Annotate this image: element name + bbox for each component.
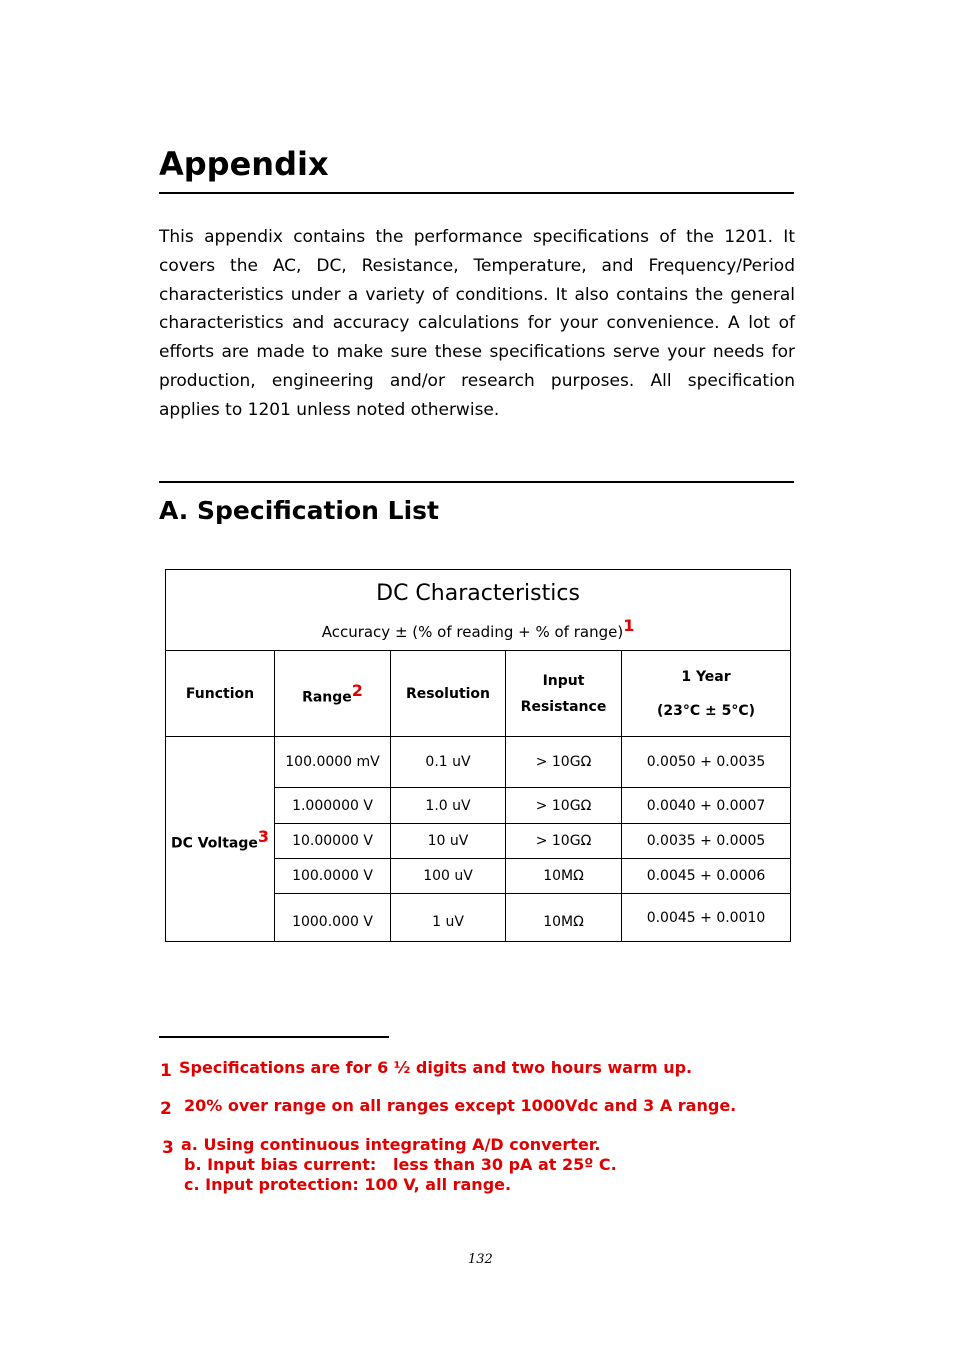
footnote-3-number: 3 — [162, 1138, 174, 1158]
range-cell: 1000.000 V — [275, 894, 391, 942]
table-subtitle — [166, 616, 790, 641]
section-title: A. Specification List — [159, 496, 440, 525]
footnote-3c-text: c. Input protection: 100 V, all range. — [184, 1175, 512, 1194]
page-title: Appendix — [159, 145, 329, 183]
accuracy-cell: 0.0045 + 0.0006 — [622, 859, 791, 894]
page-number: 132 — [468, 1252, 493, 1267]
footnote-1-text: Specifications are for 6 ½ digits and two hours warm up. — [179, 1058, 693, 1077]
table-caption-row — [166, 570, 791, 651]
intro-paragraph: This appendix contains the performance specifications of the 1201. It covers the AC, DC, Resistance, Temperature, and Frequency/Period characteristics under a variety of conditions. It also contains the general characteristics and accuracy calculations for your convenience. A lot of efforts are made to make sure these specifications serve your needs for production, engineering and/or research purposes. All specification applies to 1201 unless noted otherwise. — [159, 227, 795, 420]
footnote-3a-text: a. Using continuous integrating A/D converter. — [181, 1135, 601, 1154]
footnote-1-number: 1 — [160, 1061, 172, 1081]
resolution-cell: 10 uV — [391, 824, 506, 859]
resolution-cell: 1 uV — [391, 894, 506, 942]
header-input-resistance — [506, 651, 622, 737]
table-caption — [166, 570, 791, 651]
header-function: Function — [166, 651, 275, 737]
input-cell: 10MΩ — [506, 859, 622, 894]
header-one-year — [622, 651, 791, 737]
header-year-line2: (23°C ± 5°C) — [656, 702, 756, 719]
footnote-ref-2: 2 — [351, 681, 363, 701]
table-title: DC Characteristics — [376, 581, 580, 606]
table-header-row — [166, 651, 791, 737]
section-divider — [159, 481, 794, 483]
footnote-2-text: 20% over range on all ranges except 1000Vdc and 3 A range. — [184, 1096, 737, 1115]
header-input-line2: Resistance — [520, 698, 607, 715]
dc-characteristics-table — [165, 569, 791, 942]
footnote-2-number: 2 — [160, 1099, 172, 1119]
range-cell: 10.00000 V — [275, 824, 391, 859]
function-cell — [166, 737, 275, 942]
range-cell: 1.000000 V — [275, 788, 391, 824]
accuracy-cell: 0.0050 + 0.0035 — [622, 737, 791, 788]
table-row — [166, 737, 791, 788]
header-range — [275, 651, 391, 737]
accuracy-formula: Accuracy ± (% of reading + % of range) — [321, 623, 624, 641]
resolution-cell: 1.0 uV — [391, 788, 506, 824]
resolution-cell: 100 uV — [391, 859, 506, 894]
footnote-divider — [159, 1036, 389, 1038]
header-resolution: Resolution — [391, 651, 506, 737]
input-cell: 10MΩ — [506, 894, 622, 942]
input-cell: > 10GΩ — [506, 788, 622, 824]
accuracy-cell: 0.0035 + 0.0005 — [622, 824, 791, 859]
footnote-ref-3: 3 — [257, 826, 270, 846]
range-cell: 100.0000 V — [275, 859, 391, 894]
header-range-label: Range — [302, 689, 352, 706]
accuracy-cell: 0.0045 + 0.0010 — [622, 894, 791, 942]
footnote-ref-1: 1 — [623, 616, 635, 635]
input-cell: > 10GΩ — [506, 824, 622, 859]
range-cell: 100.0000 mV — [275, 737, 391, 788]
header-year-line1: 1 Year — [681, 668, 731, 685]
input-cell: > 10GΩ — [506, 737, 622, 788]
footnote-3b-text: b. Input bias current: less than 30 pA at 25º C. — [184, 1155, 617, 1174]
title-divider — [159, 192, 794, 194]
resolution-cell: 0.1 uV — [391, 737, 506, 788]
function-name: DC Voltage — [170, 835, 258, 852]
accuracy-cell: 0.0040 + 0.0007 — [622, 788, 791, 824]
header-input-line1: Input — [542, 672, 585, 689]
